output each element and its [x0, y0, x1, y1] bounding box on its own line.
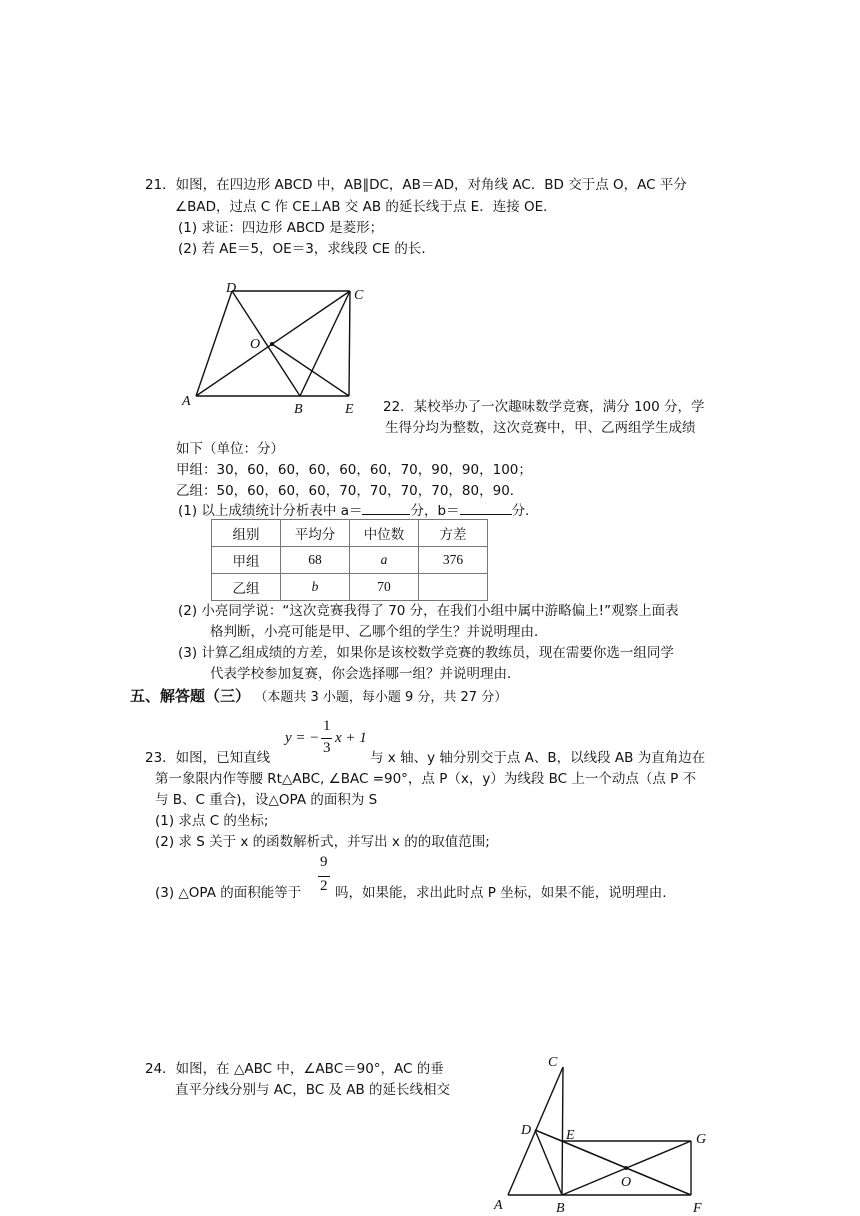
- label-a: A: [494, 1198, 503, 1213]
- table-cell: 68: [281, 547, 350, 574]
- table-cell: b: [281, 574, 350, 601]
- q22-group-a: 甲组：30，60，60，60，60，60，70，90，90，100；: [176, 462, 532, 478]
- table-row: [212, 547, 488, 574]
- diagonal-bd: [232, 291, 300, 396]
- frac-bar: [318, 876, 330, 877]
- section-note: （本题共 3 小题，每小题 9 分，共 27 分）: [254, 690, 508, 705]
- table-cell: [419, 574, 488, 601]
- table-header-row: [212, 520, 488, 547]
- q21-line1: 21．如图，在四边形 ABCD 中，AB∥DC，AB＝AD，对角线 AC．BD 交于点 O，AC 平分: [145, 177, 687, 193]
- q22-line2: 生得分均为整数，这次竞赛中，甲、乙两组学生成绩: [385, 420, 696, 436]
- q22-group-b: 乙组：50，60，60，60，70，70，70，70，80，90．: [176, 483, 524, 499]
- table-header: 组别: [212, 520, 281, 547]
- edge-ad: [196, 291, 232, 396]
- label-e: E: [345, 402, 354, 417]
- q21-sub1: (1) 求证：四边形 ABCD 是菱形；: [178, 220, 384, 236]
- frac-nine-halves: [318, 854, 334, 900]
- q22-sub1-post: 分.: [511, 503, 530, 519]
- eq-denominator: 3: [323, 740, 331, 756]
- table-cell: 376: [419, 547, 488, 574]
- line-equation: [285, 718, 375, 760]
- label-b: B: [294, 402, 303, 417]
- q22-sub3-line2: 代表学校参加复赛，你会选择哪一组？并说明理由．: [210, 666, 521, 682]
- q24-line1: 24．如图，在 △ABC 中，∠ABC＝90°，AC 的垂: [145, 1061, 444, 1077]
- table-cell: 70: [350, 574, 419, 601]
- q22-sub3-line1: (3) 计算乙组成绩的方差，如果你是该校数学竞赛的教练员，现在需要你选一组同学: [178, 645, 674, 661]
- label-o: O: [250, 337, 261, 352]
- label-c: C: [548, 1055, 558, 1070]
- q22-sub1: [178, 501, 529, 520]
- q23-line1-pre: 23．如图，已知直线: [145, 750, 271, 766]
- q23-sub3-post: 吗，如果能，求出此时点 P 坐标，如果不能，说明理由.: [335, 885, 667, 901]
- q22-sub1-mid: 分，b＝: [410, 503, 460, 519]
- section-title: 五、解答题（三）: [130, 687, 251, 705]
- q21-figure: [170, 272, 380, 422]
- q21-line2: ∠BAD，过点 C 作 CE⊥AB 交 AB 的延长线于点 E．连接 OE．: [175, 199, 557, 215]
- label-g: G: [696, 1132, 707, 1147]
- eq-rhs: x + 1: [335, 730, 367, 746]
- label-e: E: [566, 1128, 575, 1143]
- table-header: 方差: [419, 520, 488, 547]
- label-b: B: [556, 1201, 565, 1216]
- label-c: C: [354, 288, 364, 303]
- q22-sub2-line1: (2) 小亮同学说：“这次竞赛我得了 70 分，在我们小组中属中游略偏上!”观察上面表: [178, 603, 679, 619]
- edge-cb: [562, 1067, 563, 1195]
- point-o: [270, 342, 274, 346]
- label-a: A: [182, 394, 191, 409]
- q22-line3: 如下（单位：分）: [176, 441, 284, 457]
- q23-line2: 第一象限内作等腰 Rt△ABC, ∠BAC =90°，点 P（x，y）为线段 BC 上一个动点（点 P 不: [155, 771, 697, 787]
- label-d: D: [521, 1123, 532, 1138]
- q23-line1-post: 与 x 轴、y 轴分别交于点 A、B，以线段 AB 为直角边在: [370, 750, 706, 766]
- q23-line3: 与 B、C 重合)，设△OPA 的面积为 S: [155, 792, 378, 808]
- frac-numerator: 9: [320, 854, 328, 870]
- table-cell: a: [350, 547, 419, 574]
- label-o: O: [621, 1175, 632, 1190]
- q24-figure: [488, 1048, 720, 1216]
- q22-line1: 22．某校举办了一次趣味数学竞赛，满分 100 分，学: [383, 399, 705, 415]
- frac-denominator: 2: [320, 878, 328, 894]
- label-f: F: [693, 1201, 702, 1216]
- edge-ce: [349, 291, 350, 396]
- point-o: [624, 1166, 628, 1170]
- answer-blank-b[interactable]: [460, 501, 512, 515]
- q23-sub1: (1) 求点 C 的坐标;: [155, 813, 269, 829]
- table-cell: 乙组: [212, 574, 281, 601]
- table-header: 平均分: [281, 520, 350, 547]
- eq-lhs: y = −: [285, 730, 320, 746]
- eq-numerator: 1: [323, 718, 331, 734]
- section-heading: [130, 687, 507, 707]
- stats-table: [211, 519, 488, 601]
- table-row: [212, 574, 488, 601]
- q22-sub2-line2: 格判断，小亮可能是甲、乙哪个组的学生？并说明理由．: [210, 624, 548, 640]
- eq-fraction-bar: [321, 738, 332, 739]
- table-header: 中位数: [350, 520, 419, 547]
- q23-sub2: (2) 求 S 关于 x 的函数解析式，并写出 x 的的取值范围;: [155, 834, 490, 850]
- answer-blank-a[interactable]: [362, 501, 410, 515]
- q22-sub1-pre: (1) 以上成绩统计分析表中 a＝: [178, 503, 363, 519]
- table-cell: 甲组: [212, 547, 281, 574]
- q24-line2: 直平分线分别与 AC，BC 及 AB 的延长线相交: [175, 1082, 451, 1098]
- q21-sub2: (2) 若 AE＝5，OE＝3，求线段 CE 的长．: [178, 241, 435, 257]
- q23-sub3-pre: (3) △OPA 的面积能等于: [155, 885, 302, 901]
- label-d: D: [226, 281, 237, 296]
